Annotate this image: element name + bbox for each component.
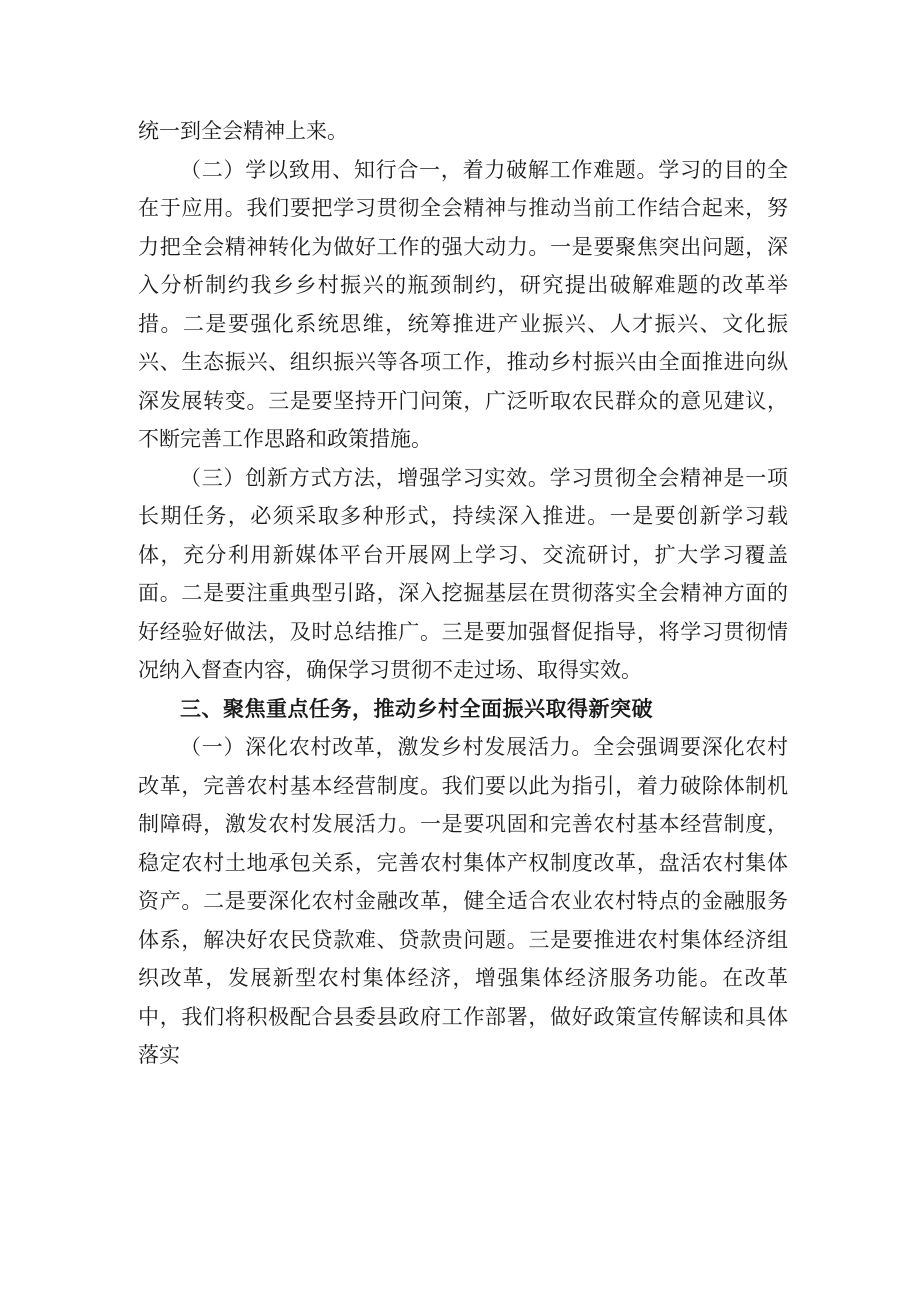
body-paragraph-1: （一）深化农村改革，激发乡村发展活力。全会强调要深化农村改革，完善农村基本经营制度。我们要以此为指引，着力破除体制机制障碍，激发农村发展活力。一是要巩固和完善农村基本经营制度，稳定农村土地承包关系，完善农村集体产权制度改革，盘活农村集体资产。二是要深化农村金融改革，健全适合农业农村特点的金融服务体系，解决好农民贷款难、贷款贵问题。三是要推进农村集体经济组织改革，发展新型农村集体经济，增强集体经济服务功能。在改革中，我们将积极配合县委县政府工作部署，做好政策宣传解读和具体落实 — [138, 735, 788, 1067]
continuation-paragraph: 统一到全会精神上来。 — [138, 119, 348, 143]
body-paragraph-2: （二）学以致用、知行合一，着力破解工作难题。学习的目的全在于应用。我们要把学习贯彻全会精神与推动当前工作结合起来，努力把全会精神转化为做好工作的强大动力。一是要聚焦突出问题，深入分析制约我乡乡村振兴的瓶颈制约，研究提出破解难题的改革举措。二是要强化系统思维，统筹推进产业振兴、人才振兴、文化振兴、生态振兴、组织振兴等各项工作，推动乡村振兴由全面推进向纵深发展转变。三是要坚持开门问策，广泛听取农民群众的意见建议，不断完善工作思路和政策措施。 — [138, 157, 788, 451]
section-heading: 三、聚焦重点任务，推动乡村全面振兴取得新突破 — [180, 696, 653, 721]
body-paragraph-3: （三）创新方式方法，增强学习实效。学习贯彻全会精神是一项长期任务，必须采取多种形式，持续深入推进。一是要创新学习载体，充分利用新媒体平台开展网上学习、交流研讨，扩大学习覆盖面。二是要注重典型引路，深入挖掘基层在贯彻落实全会精神方面的好经验好做法，及时总结推广。三是要加强督促指导，将学习贯彻情况纳入督查内容，确保学习贯彻不走过场、取得实效。 — [138, 465, 788, 682]
document-page — [138, 112, 788, 1075]
